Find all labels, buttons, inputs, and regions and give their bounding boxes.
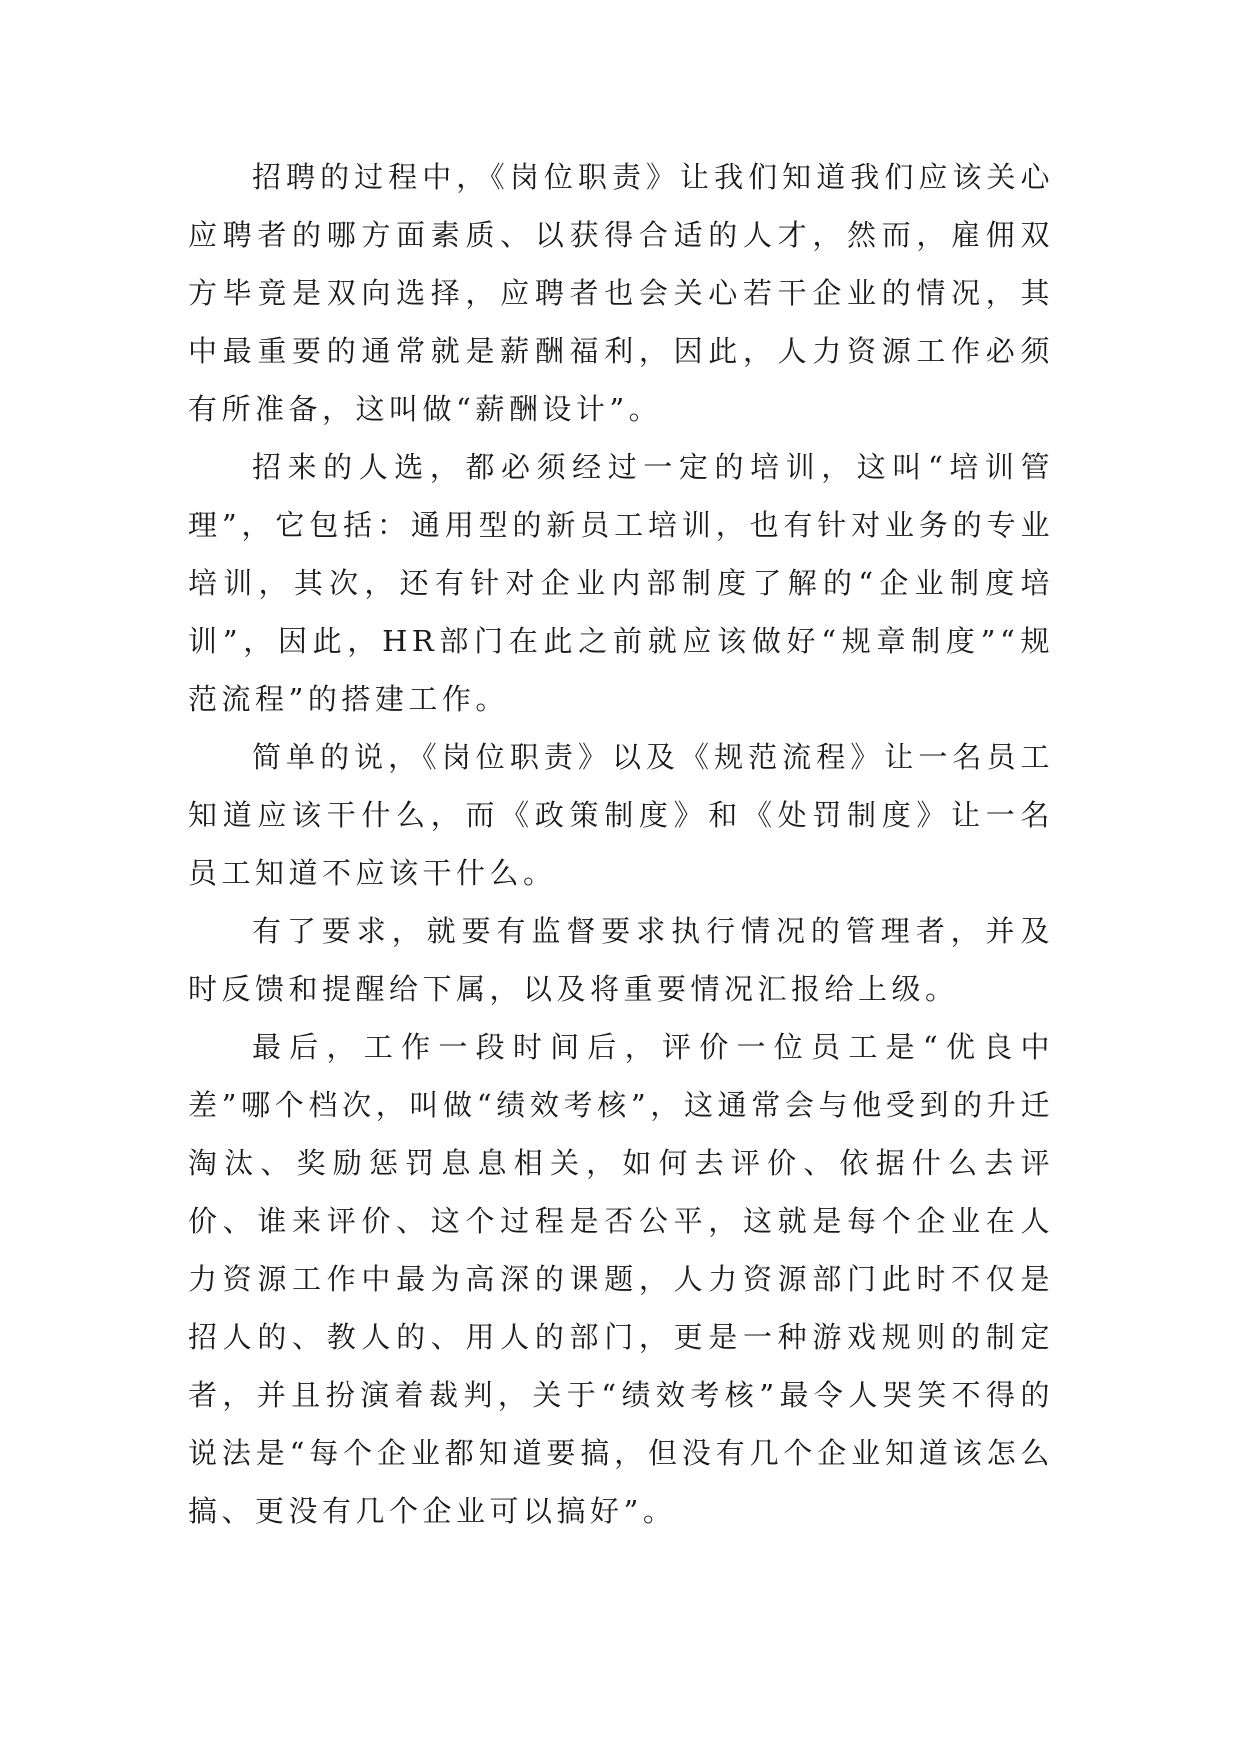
- paragraph-performance-appraisal: 最后，工作一段时间后，评价一位员工是“优良中差”哪个档次，叫做“绩效考核”，这通常会与他受到的升迁淘汰、奖励惩罚息息相关，如何去评价、依据什么去评价、谁来评价、这个过程是否公平，这就是每个企业在人力资源工作中最为高深的课题，人力资源部门此时不仅是招人的、教人的、用人的部门，更是一种游戏规则的制定者，并且扮演着裁判，关于“绩效考核”最令人哭笑不得的说法是“每个企业都知道要搞，但没有几个企业知道该怎么搞、更没有几个企业可以搞好”。: [188, 1030, 1054, 1528]
- paragraph-salary-design: 招聘的过程中，《岗位职责》让我们知道我们应该关心应聘者的哪方面素质、以获得合适的人才，然而，雇佣双方毕竟是双向选择，应聘者也会关心若干企业的情况，其中最重要的通常就是薪酬福利，因此，人力资源工作必须有所准备，这叫做“薪酬设计”。: [188, 160, 1054, 426]
- paragraph-duties-and-rules: 简单的说，《岗位职责》以及《规范流程》让一名员工知道应该干什么，而《政策制度》和《处罚制度》让一名员工知道不应该干什么。: [188, 740, 1054, 890]
- document-body: [188, 148, 1054, 1540]
- paragraph-supervision: 有了要求，就要有监督要求执行情况的管理者，并及时反馈和提醒给下属，以及将重要情况汇报给上级。: [188, 914, 1054, 1006]
- paragraph-training-management: 招来的人选，都必须经过一定的培训，这叫“培训管理”，它包括：通用型的新员工培训，也有针对业务的专业培训，其次，还有针对企业内部制度了解的“企业制度培训”，因此，HR部门在此之前就应该做好“规章制度”“规范流程”的搭建工作。: [188, 450, 1054, 716]
